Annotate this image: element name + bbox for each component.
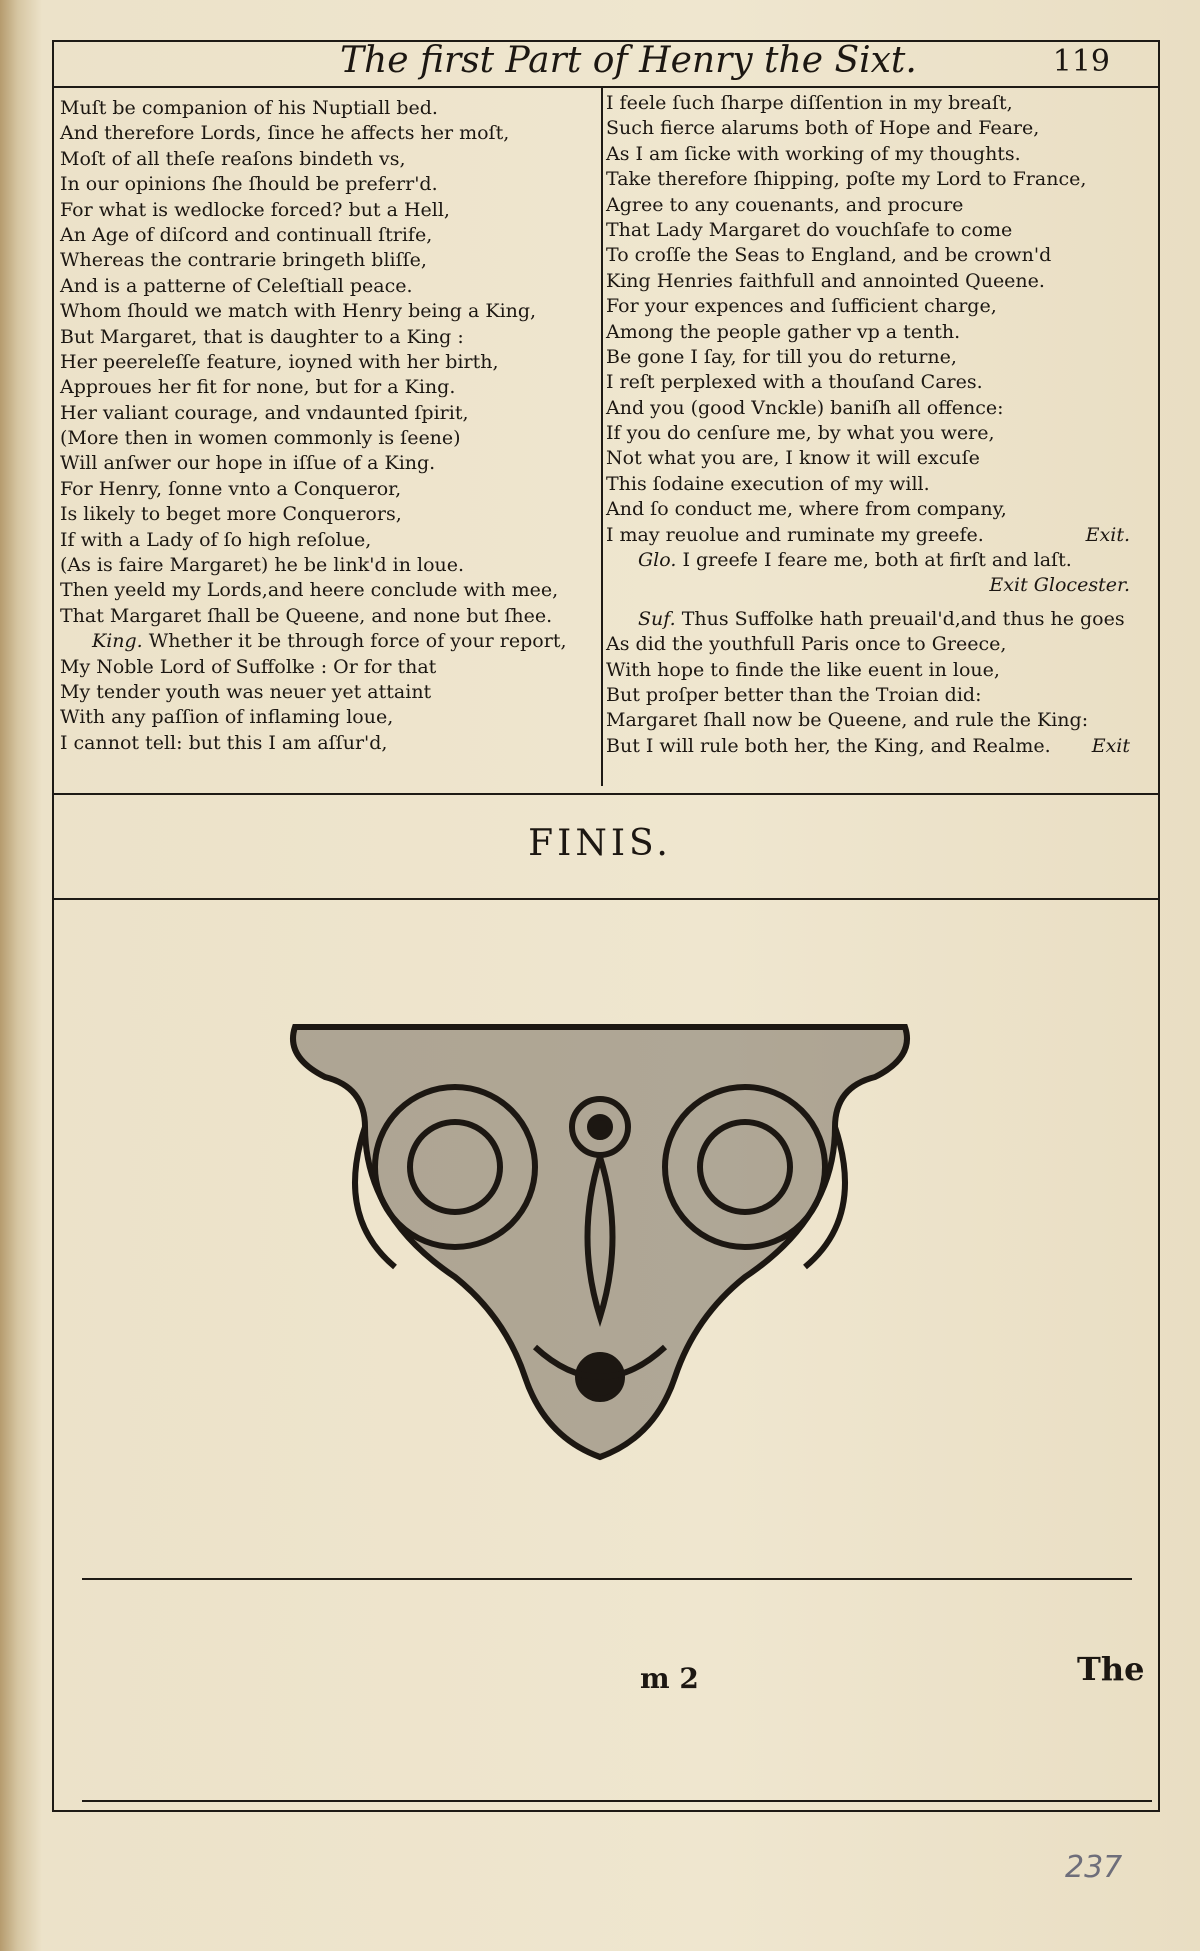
verse-line: That Lady Margaret do vouchſafe to come [606, 218, 1013, 241]
verse-line: With any paſſion of inflaming loue, [60, 706, 394, 729]
verse-line: For what is wedlocke forced? but a Hell, [60, 198, 450, 221]
exit-line-text: I may reuolue and ruminate my greefe. [606, 523, 984, 546]
footer-rule [82, 1800, 1152, 1802]
glo-speech-text: I greefe I feare me, both at firſt and laſt. [682, 549, 1072, 572]
verse-line: I reſt perplexed with a thouſand Cares. [606, 371, 983, 394]
verse-line: Be gone I ſay, for till you do returne, [606, 345, 957, 368]
verse-line: Will anſwer our hope in iſſue of a King. [60, 452, 436, 475]
right-column [606, 91, 1136, 759]
verse-line: As did the youthfull Paris once to Greece, [606, 633, 1007, 656]
verse-line: Is likely to beget more Conquerors, [60, 503, 402, 526]
exit-line [606, 523, 1136, 548]
left-verse-lines [60, 96, 595, 629]
verse-line: To croſſe the Seas to England, and be crown'd [606, 244, 1052, 267]
verse-line: Moſt of all theſe reaſons bindeth vs, [60, 147, 406, 170]
left-verse-end [60, 655, 595, 757]
suf-speech-text: Thus Suffolke hath preuail'd,and thus he goes [681, 607, 1125, 630]
left-column [60, 96, 595, 756]
verse-line: Then yeeld my Lords,and heere conclude with mee, [60, 579, 559, 602]
verse-line: But proſper better than the Troian did: [606, 683, 982, 706]
column-divider [601, 86, 603, 786]
right-verse-end [606, 632, 1136, 734]
speaker-suf: Suf. [638, 607, 676, 630]
verse-line: Whereas the contrarie bringeth bliſſe, [60, 249, 427, 272]
verse-line: I feele ſuch ſharpe diſſention in my breaſt, [606, 92, 1013, 114]
verse-line: Among the people gather vp a tenth. [606, 320, 961, 343]
exit-glocester-line [606, 573, 1136, 598]
speaker-glo: Glo. [638, 549, 677, 572]
verse-line: In our opinions ſhe ſhould be preferr'd. [60, 173, 438, 196]
exit-glocester: Exit Glocester. [989, 574, 1130, 597]
verse-line: Such fierce alarums both of Hope and Feare, [606, 117, 1040, 140]
exit-direction: Exit. [1085, 523, 1130, 546]
finis-heading: FINIS. [528, 823, 672, 864]
right-verse-lines [606, 91, 1136, 523]
verse-line: Agree to any couenants, and procure [606, 193, 964, 216]
verse-line: My tender youth was neuer yet attaint [60, 680, 432, 703]
finis-rule-bottom [52, 898, 1160, 900]
pencil-annotation: 237 [1065, 1850, 1123, 1885]
verse-line: Not what you are, I know it will excuſe [606, 447, 980, 470]
verse-line: As I am ſicke with working of my thoughts. [606, 142, 1021, 165]
king-speech-text: Whether it be through force of your report, [148, 630, 567, 653]
final-line [606, 734, 1136, 759]
verse-line: Take therefore ſhipping, poſte my Lord to France, [606, 168, 1087, 191]
verse-line: But Margaret, that is daughter to a King : [60, 325, 464, 348]
glo-speech [606, 548, 1136, 573]
header-rule [52, 86, 1160, 88]
suf-speech [606, 607, 1136, 632]
verse-line: And you (good Vnckle) baniſh all offence: [606, 396, 1004, 419]
verse-line: That Margaret ſhall be Queene, and none but ſhee. [60, 604, 553, 627]
verse-line: For your expences and ſufficient charge, [606, 295, 997, 318]
final-line-text: But I will rule both her, the King, and Realme. [606, 734, 1051, 757]
running-title: The first Part of Henry the Sixt. [340, 40, 917, 81]
bottom-rule [82, 1578, 1132, 1580]
verse-line: Her valiant courage, and vndaunted ſpirit, [60, 401, 469, 424]
verse-line: Her peereleſſe feature, ioyned with her birth, [60, 350, 499, 373]
verse-line: If you do cenſure me, by what you were, [606, 422, 995, 445]
verse-line: My Noble Lord of Suffolke : Or for that [60, 655, 437, 678]
verse-line: And is a patterne of Celeſtiall peace. [60, 274, 413, 297]
verse-line: Muſt be companion of his Nuptiall bed. [60, 97, 438, 119]
verse-line: I cannot tell: but this I am aſſur'd, [60, 731, 388, 754]
final-exit-direction: Exit [1091, 734, 1130, 757]
verse-line: This ſodaine execution of my will. [606, 472, 930, 495]
verse-line: With hope to finde the like euent in loue, [606, 658, 1000, 681]
verse-line: And therefore Lords, ſince he affects her moſt, [60, 122, 510, 145]
signature-mark: m 2 [640, 1662, 699, 1695]
finis-rule-top [52, 793, 1160, 795]
verse-line: And ſo conduct me, where from company, [606, 498, 1007, 521]
verse-line: Margaret ſhall now be Queene, and rule the King: [606, 709, 1089, 732]
verse-line: King Henries faithfull and annointed Queene. [606, 269, 1045, 292]
verse-line: Whom ſhould we match with Henry being a King, [60, 300, 537, 323]
verse-line: Approues her fit for none, but for a King. [60, 376, 456, 399]
speaker-king: King. [92, 630, 143, 653]
king-speech [60, 629, 595, 654]
verse-line: For Henry, ſonne vnto a Conqueror, [60, 477, 402, 500]
page-number: 119 [1052, 44, 1110, 79]
verse-line: (More then in women commonly is ſeene) [60, 427, 461, 450]
verse-line: If with a Lady of ſo high reſolue, [60, 528, 372, 551]
catchword: The [1077, 1650, 1145, 1688]
verse-line: An Age of diſcord and continuall ſtrife, [60, 223, 433, 246]
verse-line: (As is faire Margaret) he be link'd in loue. [60, 554, 465, 577]
tailpiece-ornament [275, 1017, 925, 1467]
